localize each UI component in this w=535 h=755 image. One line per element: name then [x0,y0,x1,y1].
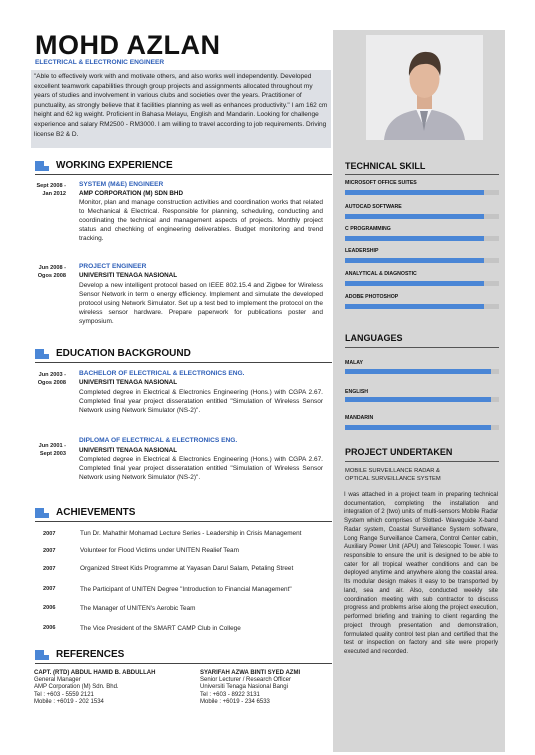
profile-summary-text: "Able to effectively work with and motivate others, and also works well independently. Developed excellent teamwork capabilities through group projects and assignments allocated throughout my years of studies and involvement in various clubs and societies over the years. Practitioner of punctuality, as strongly believe that it facilities planning as well as enhances productivity." I am 162 cm height and 62 kg weight. Proficient in Bahasa Melayu, English and Mandarin. Looking for challenge experience and salary RM2500 - RM3000. I am willing to travel according to job requirements. Driving license B2 & D. [34,73,328,138]
skill-bar-fill [345,258,484,263]
achievement-year: 2007 [43,531,56,537]
reference-name: SYARIFAH AZWA BINTI SYED AZMI [200,670,301,676]
education-date: Jun 2001 - Sept 2003 [38,443,66,457]
references-heading [35,648,335,662]
achievement-text: Volunteer for Flood Victims under UNITEN Realief Team [80,547,239,554]
education-degree: BACHELOR OF ELECTRICAL & ELECTRONICS ENG. [79,370,245,377]
education-date: Jun 2003 - Ogos 2008 [37,372,66,386]
reference-company: Universiti Tenaga Nasional Bangi [200,684,288,691]
skill-label: ADOBE PHOTOSHOP [345,294,399,300]
working-experience-heading [35,159,335,173]
achievement-text: Tun Dr. Mahathir Mohamad Lecture Series - Leadership in Crisis Management [80,530,302,537]
education-degree: DIPLOMA OF ELECTRICAL & ELECTRONICS ENG. [79,437,238,444]
section-title: EDUCATION BACKGROUND [56,348,191,359]
section-divider [345,174,499,175]
reference-tel: Tel : +603 - 8922 3131 [200,691,260,698]
language-label: ENGLISH [345,389,369,395]
skill-label: LEADERSHIP [345,248,379,254]
language-bar [345,397,499,402]
language-label: MANDARIN [345,415,374,421]
section-title: REFERENCES [56,649,125,660]
skill-bar [345,304,499,309]
skill-bar-fill [345,190,484,195]
section-marker-icon [35,650,49,660]
section-title: ACHIEVEMENTS [56,507,136,518]
experience-date: Jun 2008 - Ogos 2008 [37,265,66,279]
education-description: Completed degree in Electrical & Electronics Engineering (Hons.) with CGPA 2.67. Completed final year project disseratation entitled "Simulation of Wireless Sensor Network using Network Simulator (NS-2)". [79,389,323,414]
experience-company: UNIVERSITI TENAGA NASIONAL [79,272,178,279]
achievement-text: The Participant of UNITEN Degree "Introduction to Financial Management" [80,586,292,593]
reference-mobile: Mobile : +6019 - 202 1534 [34,698,104,705]
achievements-heading [35,506,335,520]
education-institution: UNIVERSITI TENAGA NASIONAL [79,379,178,386]
language-bar [345,369,499,374]
candidate-title: ELECTRICAL & ELECTRONIC ENGINEER [35,59,165,66]
achievement-year: 2006 [43,605,56,611]
reference-mobile: Mobile : +6019 - 234 6533 [200,698,270,705]
person-portrait-icon [366,35,483,140]
candidate-name: MOHD AZLAN [35,30,221,60]
section-marker-icon [35,161,49,171]
profile-photo [366,35,483,140]
language-bar-fill [345,397,491,402]
reference-entry [34,670,189,706]
languages-heading: LANGUAGES [345,333,403,343]
skill-label: MICROSOFT OFFICE SUITES [345,180,417,186]
section-divider [345,347,499,348]
language-bar-fill [345,425,491,430]
skill-bar [345,214,499,219]
skill-bar-fill [345,281,484,286]
achievement-text: The Vice President of the SMART CAMP Club in College [80,625,241,632]
achievement-year: 2007 [43,586,56,592]
reference-position: General Manager [34,677,81,684]
skill-bar-fill [345,236,484,241]
achievement-year: 2007 [43,548,56,554]
achievement-text: The Manager of UNITEN's Aerobic Team [80,605,196,612]
skill-bar [345,281,499,286]
skill-bar [345,258,499,263]
language-bar-fill [345,369,491,374]
reference-position: Senior Lecturer / Research Officer [200,677,291,684]
education-heading [35,347,335,361]
experience-description: Monitor, plan and manage construction activities and coordination works that related to Mechanical & Electrical. Responsible for planning, scheduling, conducting and coordinating the technical and management aspects of projects. Monthly project status and chechking of engineering deliverables. Budget monitoring and trend tracking. [79,199,323,242]
reference-name: CAPT. (RTD) ABDUL HAMID B. ABDULLAH [34,670,156,676]
section-marker-icon [35,508,49,518]
skill-label: C PROGRAMMING [345,226,391,232]
experience-description: Develop a new intelligent protocol based on IEEE 802.15.4 and Zigbee for Wireless Sensor Network in term o energy efficiency. Implement and simulate the developed protocol using Network Simulator. Set up a test bed to implement the protocol on the wireless sensor hardware. Prepare paperwork for publications poster and symposium. [79,282,323,325]
education-institution: UNIVERSITI TENAGA NASIONAL [79,447,178,454]
skill-label: ANALYTICAL & DIAGNOSTIC [345,271,417,277]
experience-position: PROJECT ENGINEER [79,263,147,270]
technical-skill-heading: TECHNICAL SKILL [345,161,426,171]
skill-bar-fill [345,214,484,219]
skill-label: AUTOCAD SOFTWARE [345,204,402,210]
reference-entry [200,670,332,706]
skill-bar-fill [345,304,484,309]
skill-bar [345,190,499,195]
skill-bar [345,236,499,241]
language-bar [345,425,499,430]
section-title: WORKING EXPERIENCE [56,160,173,171]
section-marker-icon [35,349,49,359]
experience-company: AMP CORPORATION (M) SDN BHD [79,190,184,197]
experience-date: Sept 2008 - Jan 2012 [36,183,66,197]
section-divider [35,174,332,175]
reference-company: AMP Corporation (M) Sdn. Bhd. [34,684,119,691]
profile-summary [31,70,331,148]
language-label: MALAY [345,360,363,366]
section-divider [35,521,332,522]
project-heading: PROJECT UNDERTAKEN [345,447,453,457]
section-divider [345,461,499,462]
section-divider [35,663,332,664]
achievement-year: 2007 [43,566,56,572]
project-description: I was attached in a project team in preparing technical documentation, completing the installation and integration of 2 (two) units of multi-sensors Mobile Radar System which comprises of Slotted- Waveguide X-band Radar system, Coastal Surveillance System software, Long Range Surveillance Camera, Control Center cabin, Auxiliary Power Unit (APU) and Telescopic Tower. I was responsible to ensure the unit is designed to be able to cater for all tropical weather conditions and can be deployed anytime and anywhere along the coastal area. Its modular design makes it easy to be transported by land, sea and air. Also, conducted weekly site coordination meeting with sub contractor to discuss progress and problems arise along the project execution, performed briefing and training to client regarding the project through presentation and demonstration, formulated quality control test plan and certified that the test or inspection on factory and site were properly executed and recorded. [344,491,498,655]
experience-position: SYSTEM (M&E) ENGINEER [79,181,164,188]
section-divider [35,362,332,363]
project-subtitle: MOBILE SURVEILLANCE RADAR & OPTICAL SURVEILLANCE SYSTEM [345,468,441,482]
reference-tel: Tel : +603 - 5559 2121 [34,691,94,698]
achievement-year: 2006 [43,625,56,631]
achievement-text: Organized Street Kids Programme at Yayasan Darul Salam, Petaling Street [80,565,294,572]
education-description: Completed degree in Electrical & Electronics Engineering (Hons.) with CGPA 2.67. Completed final year project disseratation entitled "Simulation of Wireless Sensor Network using Network Simulator (NS-2)". [79,456,323,481]
